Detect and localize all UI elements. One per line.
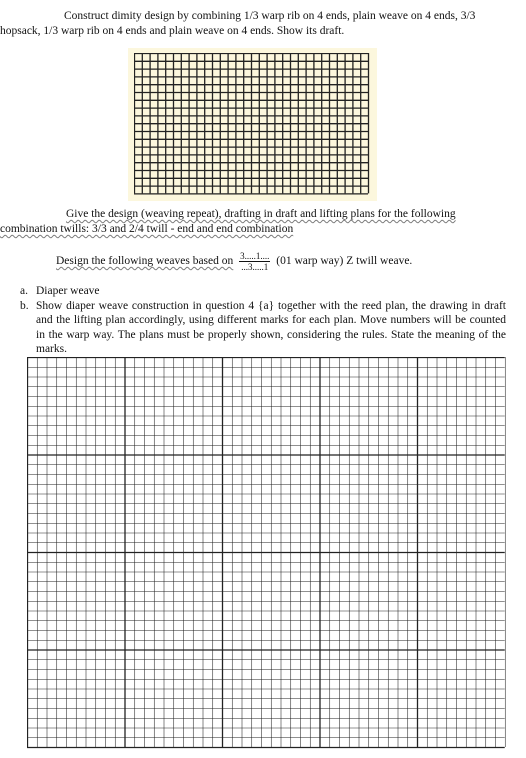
list-item-b-text: Show diaper weave construction in question 4 {a} together with the reed plan, the drawing in draft and the lifting plan accordingly, using different marks for each plan. Move numbers will be counted in the warp way. The plans must be properly shown, considering the rules. State the meaning of the marks. bbox=[36, 299, 506, 355]
question-3-prefix: Design the following weaves based on bbox=[56, 255, 234, 268]
large-design-grid bbox=[27, 357, 506, 749]
list-item-b bbox=[20, 299, 506, 357]
small-draft-grid bbox=[134, 53, 371, 196]
list-marker-b: b. bbox=[20, 299, 29, 312]
question-3-suffix: (01 warp way) Z twill weave. bbox=[276, 255, 413, 268]
draft-grid-box bbox=[128, 48, 377, 201]
question-1-line-1: Construct dimity design by combining 1/3 warp rib on 4 ends, plain weave on 4 ends, 3/3 bbox=[64, 10, 476, 22]
list-item-a-text: Diaper weave bbox=[36, 285, 100, 297]
question-2-line-2: combination twills: 3/3 and 2/4 twill - end and end combination bbox=[0, 223, 294, 235]
question-1-line-2: hopsack, 1/3 warp rib on 4 ends and plain weave on 4 ends. Show its draft. bbox=[0, 25, 345, 37]
question-3-line bbox=[56, 251, 412, 272]
fraction-denominator: ...3.....1 bbox=[241, 262, 269, 272]
weave-fraction bbox=[239, 251, 270, 272]
question-2-line-1: Give the design (weaving repeat), drafting in draft and lifting plans for the following bbox=[66, 208, 456, 220]
list-marker-a: a. bbox=[20, 285, 28, 297]
question-4-list bbox=[20, 284, 506, 357]
list-item-a bbox=[20, 284, 506, 299]
fraction-numerator: 3.....1.... bbox=[240, 251, 270, 261]
